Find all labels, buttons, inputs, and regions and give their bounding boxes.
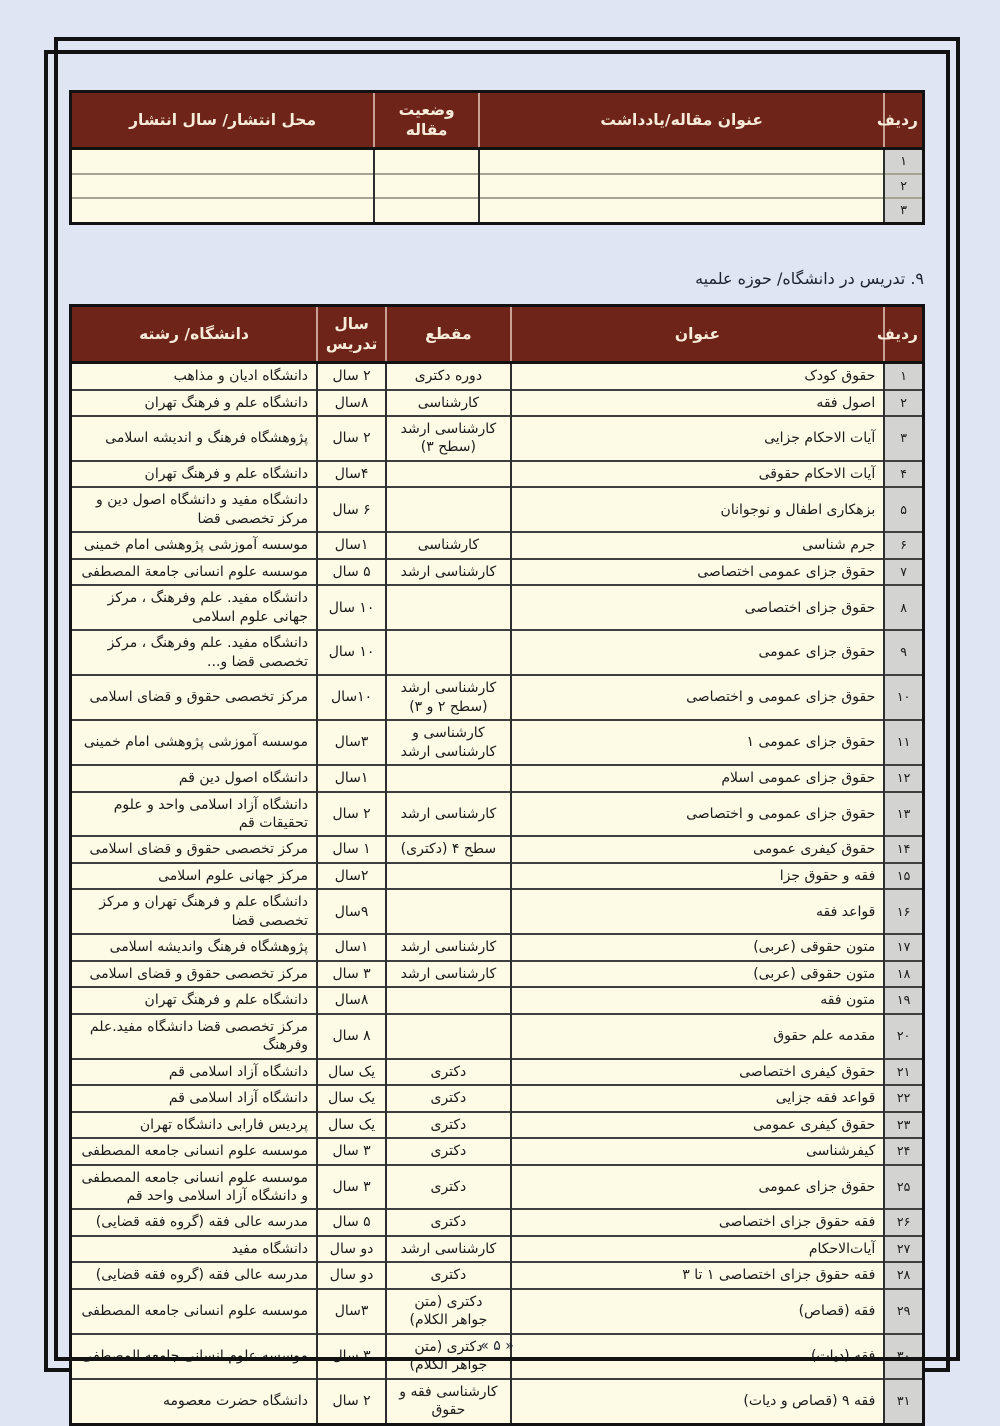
teaching-row: [71, 363, 924, 390]
cell-title: آیات الاحکام جزایی: [511, 416, 885, 461]
cell-years: ۱۰ سال: [317, 585, 386, 630]
cell-years: یک سال: [317, 1112, 386, 1138]
cell-num: ۱۷: [884, 934, 923, 960]
teaching-row: [71, 1085, 924, 1111]
section-title: ۹. تدریس در دانشگاه/ حوزه علمیه: [695, 268, 924, 288]
cell-university: دانشگاه آزاد اسلامی قم: [71, 1085, 318, 1111]
cell-years: ۲ سال: [317, 416, 386, 461]
cell-years: ۵ سال: [317, 559, 386, 585]
cell-num: ۶: [884, 532, 923, 558]
cell-title: قواعد فقه: [511, 889, 885, 934]
cell-num: ۵: [884, 487, 923, 532]
cell-num: ۲۳: [884, 1112, 923, 1138]
cell-years: ۹سال: [317, 889, 386, 934]
teaching-table: [69, 304, 925, 1426]
cell-level: [386, 585, 511, 630]
cell-title: متون فقه: [511, 987, 885, 1013]
cell-num: ۱۰: [884, 675, 923, 720]
cell-years: دو سال: [317, 1236, 386, 1262]
cell-num: ۲۴: [884, 1138, 923, 1164]
teaching-row: [71, 720, 924, 765]
cell-years: ۱سال: [317, 934, 386, 960]
col-header-row-number: ردیف: [884, 305, 923, 362]
cell-level: دکتری: [386, 1112, 511, 1138]
teaching-row: [71, 675, 924, 720]
cell-num: ۲۶: [884, 1209, 923, 1235]
cell-place: [71, 174, 375, 199]
col-header-teaching-years: سال تدریس: [317, 305, 386, 362]
cell-num: ۳: [884, 416, 923, 461]
cell-level: دکتری: [386, 1209, 511, 1235]
cell-level: [386, 461, 511, 487]
teaching-row: [71, 961, 924, 987]
cell-years: ۸ سال: [317, 1014, 386, 1059]
cell-years: ۲سال: [317, 863, 386, 889]
teaching-row: [71, 390, 924, 416]
cell-university: دانشگاه اصول دین قم: [71, 765, 318, 791]
cell-university: دانشگاه آزاد اسلامی واحد و علوم تحقیقات قم: [71, 792, 318, 837]
cell-title: حقوق جزای عمومی و اختصاصی: [511, 792, 885, 837]
cell-title: حقوق کیفری اختصاصی: [511, 1059, 885, 1085]
cell-level: کارشناسی و کارشناسی ارشد: [386, 720, 511, 765]
cell-num: ۸: [884, 585, 923, 630]
cell-university: دانشگاه ادیان و مذاهب: [71, 363, 318, 390]
cell-title: حقوق جزای عمومی اختصاصی: [511, 559, 885, 585]
teaching-row: [71, 987, 924, 1013]
cell-title: فقه و حقوق جزا: [511, 863, 885, 889]
teaching-row: [71, 1014, 924, 1059]
cell-level: کارشناسی: [386, 390, 511, 416]
cell-university: پژوهشگاه فرهنگ و اندیشه اسلامی: [71, 416, 318, 461]
cell-level: دکتری: [386, 1138, 511, 1164]
cell-level: کارشناسی ارشد (سطح ۳): [386, 416, 511, 461]
teaching-row: [71, 1165, 924, 1210]
cell-title: حقوق جزای عمومی: [511, 630, 885, 675]
cell-level: [386, 765, 511, 791]
cell-university: مرکز تخصصی حقوق و قضای اسلامی: [71, 836, 318, 862]
cell-title: آیات الاحکام حقوقی: [511, 461, 885, 487]
cell-university: موسسه آموزشی پژوهشی امام خمینی: [71, 720, 318, 765]
cell-years: ۳ سال: [317, 1165, 386, 1210]
cell-title: فقه حقوق جزای اختصاصی ۱ تا ۳: [511, 1262, 885, 1288]
page-frame: [44, 50, 950, 1419]
cell-num: ۳: [884, 198, 923, 223]
cell-years: ۳ سال: [317, 1138, 386, 1164]
teaching-row: [71, 585, 924, 630]
cell-title: حقوق جزای اختصاصی: [511, 585, 885, 630]
cell-level: [386, 1014, 511, 1059]
cell-university: موسسه علوم انسانی جامعة المصطفی: [71, 559, 318, 585]
cell-level: [386, 863, 511, 889]
cell-university: دانشگاه علم و فرهنگ تهران: [71, 390, 318, 416]
cell-num: ۷: [884, 559, 923, 585]
cell-title: حقوق کیفری عمومی: [511, 836, 885, 862]
cell-num: ۳۱: [884, 1379, 923, 1424]
cell-level: دوره دکتری: [386, 363, 511, 390]
articles-table-header: [71, 92, 924, 149]
cell-title: حقوق کیفری عمومی: [511, 1112, 885, 1138]
cell-num: ۱: [884, 363, 923, 390]
cell-university: مرکز جهانی علوم اسلامی: [71, 863, 318, 889]
cell-level: کارشناسی ارشد: [386, 1236, 511, 1262]
col-header-publication-place: محل انتشار/ سال انتشار: [71, 92, 375, 149]
cell-title: [479, 149, 884, 174]
cell-level: کارشناسی ارشد: [386, 559, 511, 585]
teaching-row: [71, 461, 924, 487]
cell-num: ۱۲: [884, 765, 923, 791]
cell-title: مقدمه علم حقوق: [511, 1014, 885, 1059]
teaching-row: [71, 559, 924, 585]
cell-num: ۱۹: [884, 987, 923, 1013]
cell-num: ۲۸: [884, 1262, 923, 1288]
cell-university: مدرسه عالی فقه (گروه فقه قضایی): [71, 1262, 318, 1288]
cell-years: ۲ سال: [317, 1379, 386, 1424]
cell-university: مرکز تخصصی قضا دانشگاه مفید.علم وفرهنگ: [71, 1014, 318, 1059]
cell-num: ۲۵: [884, 1165, 923, 1210]
cell-university: دانشگاه حضرت معصومه: [71, 1379, 318, 1424]
cell-title: فقه (دیات): [511, 1334, 885, 1379]
cell-years: دو سال: [317, 1262, 386, 1288]
cell-university: پردیس فارابی دانشگاه تهران: [71, 1112, 318, 1138]
cell-university: دانشگاه مفید. علم وفرهنگ ، مرکز جهانی علوم اسلامی: [71, 585, 318, 630]
cell-num: ۲۰: [884, 1014, 923, 1059]
cell-university: مرکز تخصصی حقوق و قضای اسلامی: [71, 961, 318, 987]
cell-status: [374, 198, 479, 223]
cell-title: حقوق کودک: [511, 363, 885, 390]
cell-level: دکتری (متن جواهر الکلام): [386, 1334, 511, 1379]
teaching-row: [71, 532, 924, 558]
teaching-row: [71, 1236, 924, 1262]
cell-level: دکتری: [386, 1262, 511, 1288]
cell-num: ۲۹: [884, 1289, 923, 1334]
col-header-degree-level: مقطع: [386, 305, 511, 362]
cell-years: یک سال: [317, 1059, 386, 1085]
cell-title: کیفرشناسی: [511, 1138, 885, 1164]
cell-years: ۱۰ سال: [317, 630, 386, 675]
cell-university: دانشگاه مفید و دانشگاه اصول دین و مرکز تخصصی قضا: [71, 487, 318, 532]
cell-university: دانشگاه علم و فرهنگ تهران و مرکز تخصصی قضا: [71, 889, 318, 934]
cell-num: ۱۳: [884, 792, 923, 837]
cell-years: ۲ سال: [317, 363, 386, 390]
cell-title: [479, 198, 884, 223]
cell-university: موسسه علوم انسانی جامعه المصطفی: [71, 1138, 318, 1164]
teaching-row: [71, 1209, 924, 1235]
cell-level: کارشناسی ارشد: [386, 792, 511, 837]
teaching-row: [71, 1262, 924, 1288]
cell-university: موسسه علوم انسانی جامعه المصطفی: [71, 1334, 318, 1379]
cell-place: [71, 198, 375, 223]
cell-level: دکتری (متن جواهر الکلام): [386, 1289, 511, 1334]
cell-university: مرکز تخصصی حقوق و قضای اسلامی: [71, 675, 318, 720]
cell-level: دکتری: [386, 1085, 511, 1111]
cell-num: ۲۲: [884, 1085, 923, 1111]
cell-level: دکتری: [386, 1165, 511, 1210]
cell-title: متون حقوقی (عربی): [511, 961, 885, 987]
cell-years: ۳سال: [317, 720, 386, 765]
col-header-article-title: عنوان مقاله/یادداشت: [479, 92, 884, 149]
teaching-row: [71, 1059, 924, 1085]
cell-years: ۸سال: [317, 987, 386, 1013]
teaching-row: [71, 1289, 924, 1334]
cell-university: مدرسه عالی فقه (گروه فقه قضایی): [71, 1209, 318, 1235]
teaching-row: [71, 487, 924, 532]
cell-title: حقوق جزای عمومی ۱: [511, 720, 885, 765]
cell-university: پژوهشگاه فرهنگ واندیشه اسلامی: [71, 934, 318, 960]
cell-num: ۱۶: [884, 889, 923, 934]
cell-title: [479, 174, 884, 199]
teaching-row: [71, 934, 924, 960]
cell-university: موسسه آموزشی پژوهشی امام خمینی: [71, 532, 318, 558]
cell-university: دانشگاه مفید: [71, 1236, 318, 1262]
article-row: [71, 174, 924, 199]
cell-years: ۸سال: [317, 390, 386, 416]
teaching-table-header: [71, 305, 924, 362]
cell-level: [386, 987, 511, 1013]
cell-title: فقه حقوق جزای اختصاصی: [511, 1209, 885, 1235]
cell-title: اصول فقه: [511, 390, 885, 416]
teaching-row: [71, 863, 924, 889]
cell-place: [71, 149, 375, 174]
cell-title: حقوق جزای عمومی: [511, 1165, 885, 1210]
cell-title: جرم شناسی: [511, 532, 885, 558]
col-header-article-status: وضعیت مقاله: [374, 92, 479, 149]
cell-num: ۲: [884, 174, 923, 199]
cell-level: کارشناسی فقه و حقوق: [386, 1379, 511, 1424]
cell-university: موسسه علوم انسانی جامعه المصطفی و دانشگاه آزاد اسلامی واحد قم: [71, 1165, 318, 1210]
cell-title: فقه (قصاص): [511, 1289, 885, 1334]
cell-years: ۳سال: [317, 1289, 386, 1334]
col-header-university-field: دانشگاه/ رشته: [71, 305, 318, 362]
cell-years: ۱سال: [317, 532, 386, 558]
cell-level: کارشناسی: [386, 532, 511, 558]
cell-num: ۲: [884, 390, 923, 416]
cell-title: حقوق جزای عمومی و اختصاصی: [511, 675, 885, 720]
teaching-row: [71, 416, 924, 461]
cell-university: دانشگاه آزاد اسلامی قم: [71, 1059, 318, 1085]
cell-years: ۳ سال: [317, 961, 386, 987]
cell-num: ۹: [884, 630, 923, 675]
cell-level: سطح ۴ (دکتری): [386, 836, 511, 862]
cell-level: [386, 889, 511, 934]
cell-num: ۱۵: [884, 863, 923, 889]
page-number: « ۵ »: [480, 1338, 514, 1354]
col-header-row-number: ردیف: [884, 92, 923, 149]
article-row: [71, 149, 924, 174]
cell-level: کارشناسی ارشد (سطح ۲ و ۳): [386, 675, 511, 720]
cell-num: ۲۱: [884, 1059, 923, 1085]
cell-num: ۱: [884, 149, 923, 174]
cell-title: قواعد فقه جزایی: [511, 1085, 885, 1111]
cell-num: ۱۸: [884, 961, 923, 987]
teaching-row: [71, 1112, 924, 1138]
cell-status: [374, 174, 479, 199]
teaching-row: [71, 1138, 924, 1164]
teaching-row: [71, 836, 924, 862]
col-header-course-title: عنوان: [511, 305, 885, 362]
cell-years: ۱سال: [317, 765, 386, 791]
articles-table: [69, 90, 925, 225]
cell-university: دانشگاه علم و فرهنگ تهران: [71, 987, 318, 1013]
cell-title: فقه ۹ (قصاص و دیات): [511, 1379, 885, 1424]
cell-title: حقوق جزای عمومی اسلام: [511, 765, 885, 791]
cell-years: ۲ سال: [317, 792, 386, 837]
cell-title: بزهکاری اطفال و نوجوانان: [511, 487, 885, 532]
teaching-row: [71, 792, 924, 837]
cell-title: متون حقوقی (عربی): [511, 934, 885, 960]
cell-university: موسسه علوم انسانی جامعه المصطفی: [71, 1289, 318, 1334]
cell-level: [386, 630, 511, 675]
cell-status: [374, 149, 479, 174]
cell-years: ۶ سال: [317, 487, 386, 532]
cell-years: ۱۰سال: [317, 675, 386, 720]
cell-num: ۴: [884, 461, 923, 487]
teaching-row: [71, 630, 924, 675]
article-row: [71, 198, 924, 223]
cell-university: دانشگاه علم و فرهنگ تهران: [71, 461, 318, 487]
cell-university: دانشگاه مفید. علم وفرهنگ ، مرکز تخصصی قضا و...: [71, 630, 318, 675]
teaching-row: [71, 1379, 924, 1424]
cell-years: یک سال: [317, 1085, 386, 1111]
teaching-row: [71, 765, 924, 791]
cell-num: ۱۱: [884, 720, 923, 765]
cell-title: آیات‌الاحکام: [511, 1236, 885, 1262]
cell-years: ۴سال: [317, 461, 386, 487]
cell-years: ۵ سال: [317, 1209, 386, 1235]
cell-num: ۱۴: [884, 836, 923, 862]
cell-level: [386, 487, 511, 532]
cell-level: دکتری: [386, 1059, 511, 1085]
cell-level: کارشناسی ارشد: [386, 961, 511, 987]
teaching-row: [71, 889, 924, 934]
cell-level: کارشناسی ارشد: [386, 934, 511, 960]
cell-num: ۲۷: [884, 1236, 923, 1262]
cell-num: ۳۰: [884, 1334, 923, 1379]
cell-years: ۳ سال: [317, 1334, 386, 1379]
cell-years: ۱ سال: [317, 836, 386, 862]
